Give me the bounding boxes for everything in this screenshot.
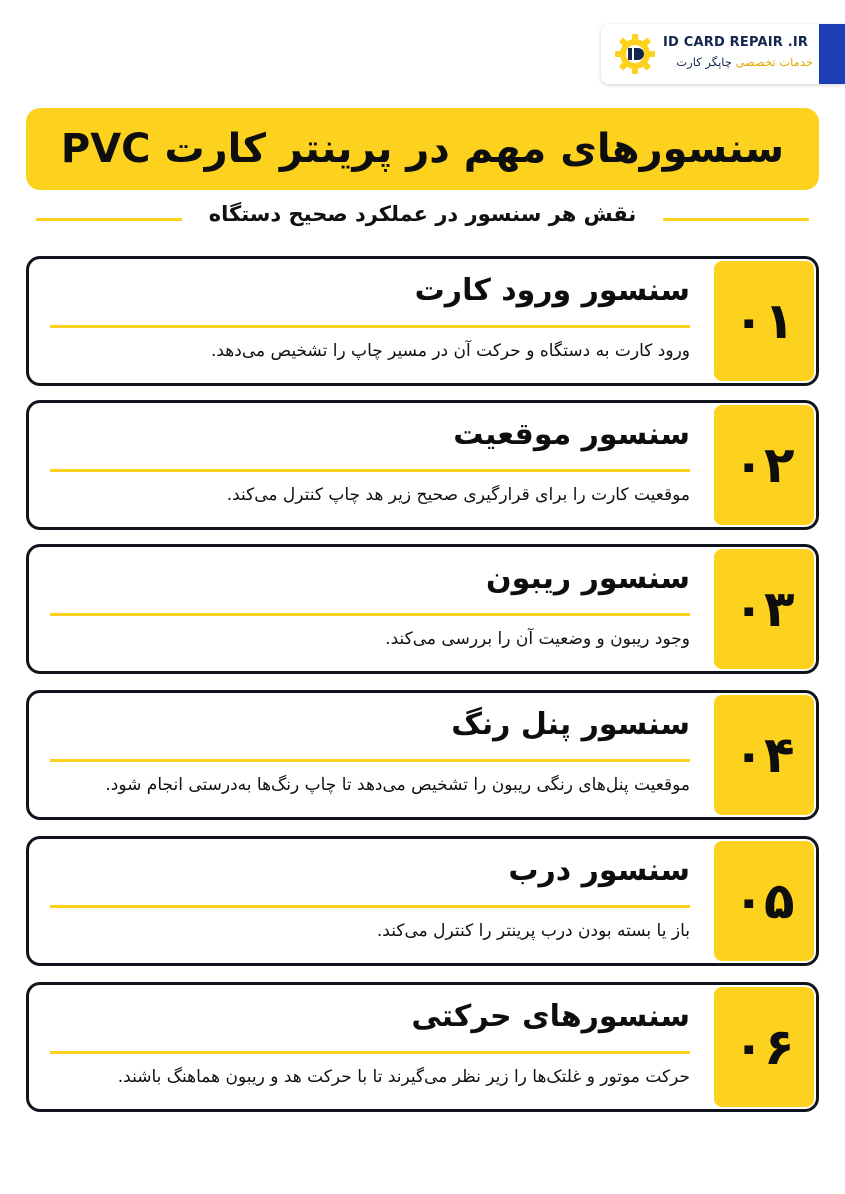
sensor-title: سنسور ورود کارت	[414, 273, 690, 308]
page-title: سنسورهای مهم در پرینتر کارت PVC	[60, 126, 785, 172]
sensor-title: سنسور ریبون	[486, 561, 690, 596]
sensor-card-3	[26, 544, 819, 674]
sensor-number: ۰۱	[733, 292, 795, 350]
gear-logo-icon	[613, 32, 657, 76]
sensor-description: ورود کارت به دستگاه و حرکت آن در مسیر چاپ را تشخیص می‌دهد.	[210, 341, 690, 361]
sensor-number: ۰۲	[733, 436, 795, 494]
sensor-card-2	[26, 400, 819, 530]
sensor-number: ۰۴	[733, 726, 795, 784]
sensor-description: حرکت موتور و غلتک‌ها را زیر نظر می‌گیرند تا با حرکت هد و ریبون هماهنگ باشند.	[117, 1067, 690, 1087]
sensor-card-5	[26, 836, 819, 966]
sensor-number-box	[714, 987, 814, 1107]
sensor-number: ۰۶	[733, 1018, 795, 1076]
sensor-description: باز یا بسته بودن درب پرینتر را کنترل می‌کند.	[376, 921, 690, 941]
sensor-divider	[50, 469, 690, 472]
brand-tagline-accent: خدمات تخصصی	[735, 55, 813, 69]
brand-logo-badge	[601, 24, 845, 84]
sensor-description: موقعیت کارت را برای قرارگیری صحیح زیر هد چاپ کنترل می‌کند.	[226, 485, 690, 505]
sensor-number-box	[714, 261, 814, 381]
subtitle-row	[26, 196, 819, 240]
sensor-divider	[50, 905, 690, 908]
sensor-divider	[50, 759, 690, 762]
sensor-description: موقعیت پنل‌های رنگی ریبون را تشخیص می‌دهد تا چاپ رنگ‌ها به‌درستی انجام شود.	[105, 775, 690, 795]
brand-blue-strip	[819, 24, 845, 84]
sensor-title: سنسورهای حرکتی	[411, 999, 690, 1034]
sensor-card-6	[26, 982, 819, 1112]
subtitle-divider-right	[663, 218, 809, 221]
title-banner	[26, 108, 819, 190]
brand-name: ID CARD REPAIR .IR	[663, 35, 809, 50]
brand-tagline-main: چاپگر کارت	[676, 55, 732, 69]
sensor-number: ۰۵	[733, 872, 795, 930]
sensor-title: سنسور موقعیت	[453, 417, 690, 452]
sensor-number-box	[714, 695, 814, 815]
sensor-title: سنسور درب	[508, 853, 690, 888]
sensor-card-4	[26, 690, 819, 820]
sensor-title: سنسور پنل رنگ	[451, 707, 690, 742]
sensor-number-box	[714, 549, 814, 669]
sensor-divider	[50, 1051, 690, 1054]
brand-tagline	[663, 55, 813, 69]
sensor-number-box	[714, 841, 814, 961]
sensor-card-1	[26, 256, 819, 386]
page-subtitle: نقش هر سنسور در عملکرد صحیح دستگاه	[208, 202, 637, 226]
sensor-number-box	[714, 405, 814, 525]
sensor-divider	[50, 613, 690, 616]
sensor-description: وجود ریبون و وضعیت آن را بررسی می‌کند.	[385, 629, 690, 649]
sensor-number: ۰۳	[733, 580, 795, 638]
sensor-divider	[50, 325, 690, 328]
